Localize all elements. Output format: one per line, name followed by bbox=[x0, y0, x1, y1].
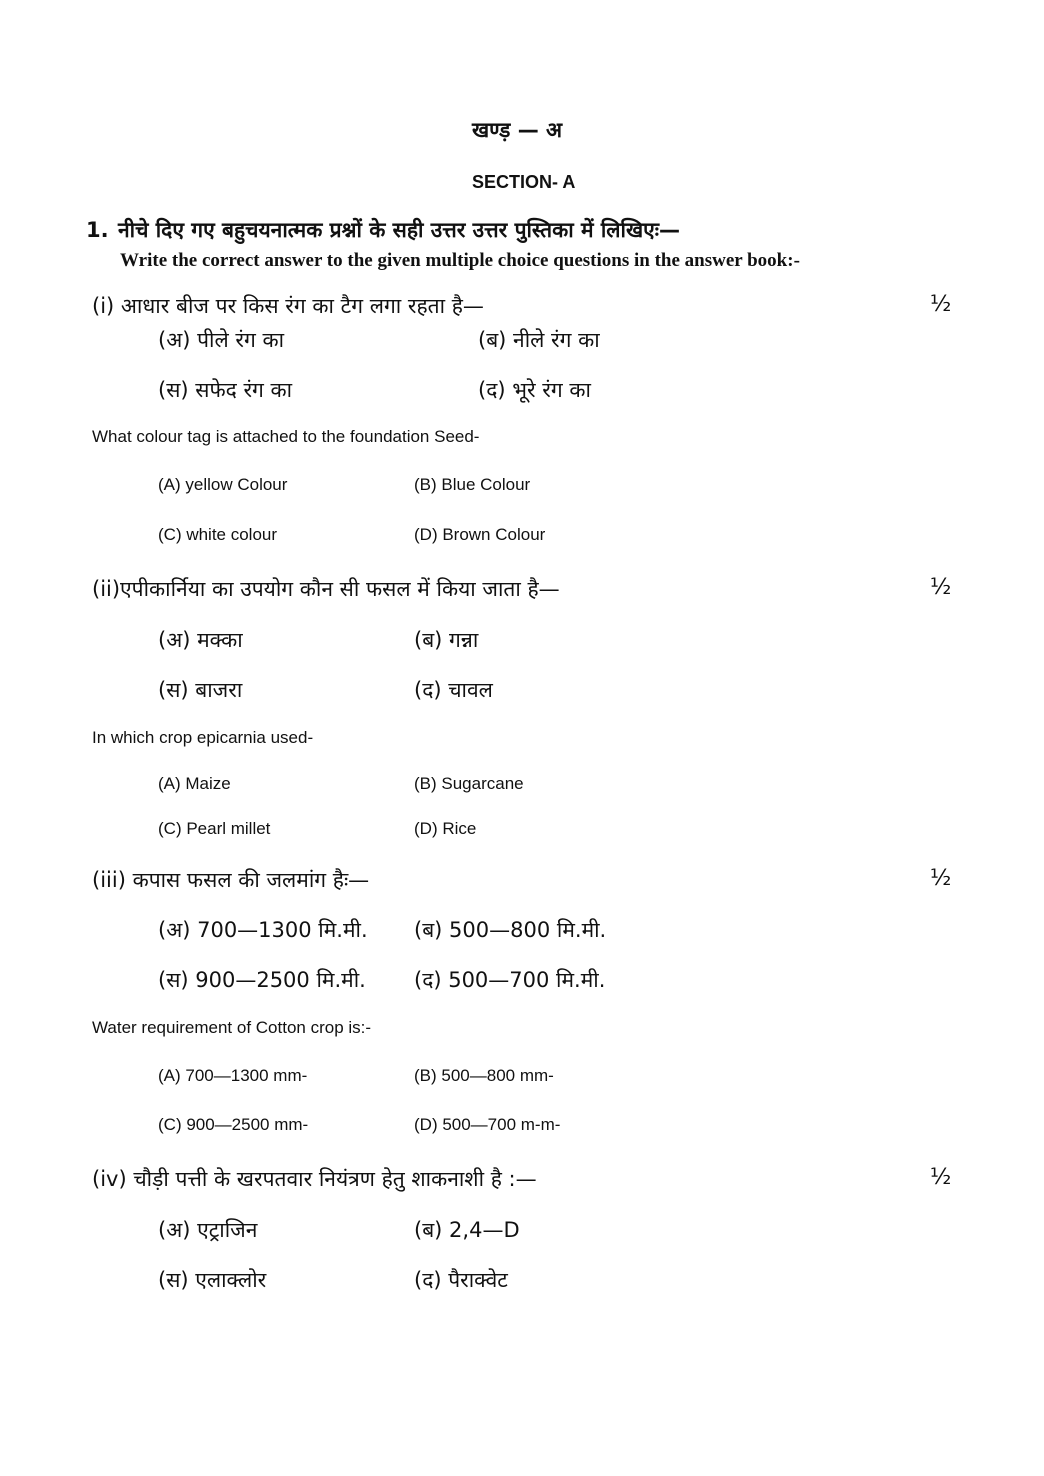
question-1-option-c-english: (C) white colour bbox=[158, 525, 278, 544]
question-3-option-c-english: (C) 900—2500 mm- bbox=[158, 1115, 309, 1134]
question-3-option-b-english: (B) 500—800 mm- bbox=[414, 1066, 554, 1085]
question-2-marks: ½ bbox=[930, 575, 952, 600]
question-3-option-c-hindi: (स) 900—2500 मि.मी. bbox=[158, 968, 366, 992]
question-1-option-b-english: (B) Blue Colour bbox=[414, 475, 531, 494]
question-3-option-a-english: (A) 700—1300 mm- bbox=[158, 1066, 308, 1085]
question-3-english: Water requirement of Cotton crop is:- bbox=[92, 1018, 372, 1037]
question-2-option-a-english: (A) Maize bbox=[158, 774, 231, 793]
instruction-number: 1. bbox=[86, 218, 109, 242]
question-2-option-d-hindi: (द) चावल bbox=[414, 678, 493, 702]
question-3-hindi: (iii) कपास फसल की जलमांग हैः— bbox=[92, 868, 370, 892]
question-2-hindi: (ii)एपीकार्निया का उपयोग कौन सी फसल में किया जाता है— bbox=[92, 577, 560, 601]
question-4-option-c-hindi: (स) एलाक्लोर bbox=[158, 1268, 267, 1292]
question-3-option-d-hindi: (द) 500—700 मि.मी. bbox=[414, 968, 606, 992]
section-title-english: SECTION- A bbox=[472, 172, 576, 192]
question-3-marks: ½ bbox=[930, 866, 952, 891]
question-2-option-c-english: (C) Pearl millet bbox=[158, 819, 271, 838]
question-1-option-c-hindi: (स) सफेद रंग का bbox=[158, 378, 293, 402]
question-1-option-d-english: (D) Brown Colour bbox=[414, 525, 546, 544]
question-1-english: What colour tag is attached to the foundation Seed- bbox=[92, 427, 480, 446]
question-3-option-a-hindi: (अ) 700—1300 मि.मी. bbox=[158, 918, 368, 942]
question-1-marks: ½ bbox=[930, 292, 952, 317]
question-4-option-b-hindi: (ब) 2,4—D bbox=[414, 1218, 520, 1242]
question-2-option-b-english: (B) Sugarcane bbox=[414, 774, 524, 793]
question-1-option-b-hindi: (ब) नीले रंग का bbox=[478, 328, 600, 352]
question-2-option-d-english: (D) Rice bbox=[414, 819, 477, 838]
question-1-option-a-hindi: (अ) पीले रंग का bbox=[158, 328, 285, 352]
question-3-option-d-english: (D) 500—700 m-m- bbox=[414, 1115, 561, 1134]
question-1-option-a-english: (A) yellow Colour bbox=[158, 475, 288, 494]
question-2-option-c-hindi: (स) बाजरा bbox=[158, 678, 243, 702]
question-4-marks: ½ bbox=[930, 1165, 952, 1190]
instruction-english: Write the correct answer to the given multiple choice questions in the answer book:- bbox=[120, 250, 800, 271]
question-3-option-b-hindi: (ब) 500—800 मि.मी. bbox=[414, 918, 607, 942]
question-1-hindi: (i) आधार बीज पर किस रंग का टैग लगा रहता है— bbox=[92, 294, 484, 318]
question-1-option-d-hindi: (द) भूरे रंग का bbox=[478, 378, 591, 402]
question-2-english: In which crop epicarnia used- bbox=[92, 728, 314, 747]
question-2-option-a-hindi: (अ) मक्का bbox=[158, 628, 243, 652]
question-4-option-a-hindi: (अ) एट्राजिन bbox=[158, 1218, 258, 1242]
question-4-option-d-hindi: (द) पैराक्वेट bbox=[414, 1268, 508, 1292]
question-4-hindi: (iv) चौड़ी पत्ती के खरपतवार नियंत्रण हेतु शाकनाशी है :— bbox=[92, 1167, 537, 1191]
question-2-option-b-hindi: (ब) गन्ना bbox=[414, 628, 479, 652]
section-title-hindi: खण्ड़ — अ bbox=[472, 118, 563, 142]
instruction-hindi: नीचे दिए गए बहुचयनात्मक प्रश्नों के सही उत्तर उत्तर पुस्तिका में लिखिएः— bbox=[118, 218, 680, 242]
